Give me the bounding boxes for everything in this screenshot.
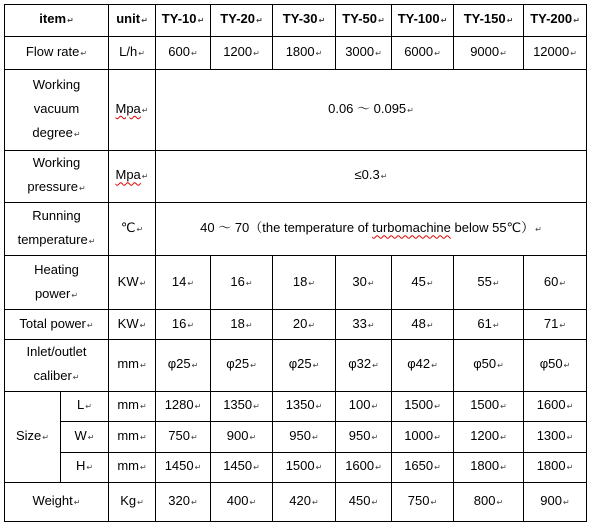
weight-label xyxy=(5,483,109,522)
paragraph-mark: ↵ xyxy=(377,16,385,26)
size-h-value xyxy=(211,452,273,483)
paragraph-mark: ↵ xyxy=(500,463,507,473)
header-model xyxy=(211,5,273,37)
spec-table-body xyxy=(5,5,587,522)
size-h-value-text: 1450 xyxy=(223,458,253,474)
flow-rate-value-text: 12000 xyxy=(533,43,570,59)
flow-rate-value xyxy=(392,36,454,70)
size-w-value-text: 750 xyxy=(168,427,190,443)
size-l-value xyxy=(273,391,336,422)
total-power-value xyxy=(336,310,392,340)
heating-power-value xyxy=(524,256,587,310)
paragraph-mark: ↵ xyxy=(139,432,147,442)
size-l-unit-text: mm xyxy=(117,397,139,413)
size-w-value xyxy=(211,422,273,453)
size-w-unit xyxy=(109,422,156,453)
paragraph-mark: ↵ xyxy=(315,48,323,58)
flow-rate-value-text: 600 xyxy=(168,43,190,59)
flow-rate-value-text: 1200 xyxy=(223,43,253,59)
paragraph-mark: ↵ xyxy=(434,463,441,473)
vacuum-label-line: degree xyxy=(32,124,73,140)
pressure-label-line: pressure xyxy=(27,179,78,195)
paragraph-mark: ↵ xyxy=(85,402,92,412)
paragraph-mark: ↵ xyxy=(500,432,507,442)
size-label-text: Size xyxy=(16,427,42,443)
total-power-value xyxy=(454,310,524,340)
paragraph-mark: ↵ xyxy=(375,48,382,58)
paragraph-mark: ↵ xyxy=(191,432,198,442)
size-l-value-text: 100 xyxy=(348,397,371,413)
size-l-value-text: 1500 xyxy=(404,397,434,413)
flow-rate-value-text: 1800 xyxy=(285,43,315,59)
vacuum-unit-text: Mpa xyxy=(115,100,141,116)
paragraph-mark: ↵ xyxy=(253,402,260,412)
total-power-value-text: 71 xyxy=(543,315,559,331)
paragraph-mark: ↵ xyxy=(431,361,438,371)
size-w-value xyxy=(392,422,454,453)
paragraph-mark: ↵ xyxy=(71,290,79,300)
total-power-value xyxy=(524,310,587,340)
heating-power-unit xyxy=(109,256,156,310)
paragraph-mark: ↵ xyxy=(88,237,96,247)
pressure-value-text: ≤0.3 xyxy=(354,167,380,183)
inlet-outlet-value xyxy=(156,339,211,391)
weight-unit-text: Kg xyxy=(120,493,137,509)
paragraph-mark: ↵ xyxy=(380,172,388,182)
spec-table xyxy=(4,4,587,522)
running-temp-label xyxy=(5,203,109,256)
paragraph-mark: ↵ xyxy=(253,48,260,58)
paragraph-mark: ↵ xyxy=(315,402,323,412)
paragraph-mark: ↵ xyxy=(312,498,319,508)
total-power-label-text: Total power xyxy=(19,315,86,331)
size-h-label xyxy=(61,452,109,483)
paragraph-mark: ↵ xyxy=(191,498,198,508)
inlet-outlet-value-text: φ50 xyxy=(473,356,497,372)
paragraph-mark: ↵ xyxy=(506,16,514,26)
size-h-value-text: 1800 xyxy=(470,458,500,474)
flow-rate-value xyxy=(454,36,524,70)
heating-power-value-text: 60 xyxy=(543,273,559,289)
paragraph-mark: ↵ xyxy=(78,184,86,194)
inlet-outlet-value xyxy=(524,339,587,391)
weight-value-text: 450 xyxy=(348,493,371,509)
flow-rate-value xyxy=(524,36,587,70)
size-w-label-text: W xyxy=(74,427,87,443)
size-h-row xyxy=(5,452,587,483)
running-temp-label-line: Running xyxy=(32,208,81,224)
total-power-value-text: 61 xyxy=(477,315,492,331)
weight-value xyxy=(211,483,273,522)
heating-power-value-text: 30 xyxy=(352,273,367,289)
size-h-value xyxy=(454,452,524,483)
paragraph-mark: ↵ xyxy=(194,463,202,473)
total-power-value-text: 48 xyxy=(411,315,426,331)
paragraph-mark: ↵ xyxy=(245,278,253,288)
running-temp-value-after: below 55℃） xyxy=(450,220,535,236)
size-w-value-text: 900 xyxy=(226,427,249,443)
paragraph-mark: ↵ xyxy=(371,402,379,412)
paragraph-mark: ↵ xyxy=(187,278,195,288)
inlet-outlet-value xyxy=(273,339,336,391)
pressure-unit xyxy=(109,150,156,203)
vacuum-value-text: 0.06 ～ 0.095 xyxy=(328,100,407,116)
paragraph-mark: ↵ xyxy=(312,361,320,371)
pressure-value xyxy=(156,150,587,203)
heating-power-value-text: 45 xyxy=(411,273,426,289)
flow-rate-value xyxy=(211,36,273,70)
vacuum-label-line: vacuum xyxy=(33,100,80,116)
header-model-text: TY-20 xyxy=(220,11,255,27)
paragraph-mark: ↵ xyxy=(559,278,567,288)
paragraph-mark: ↵ xyxy=(371,498,379,508)
size-w-value-text: 950 xyxy=(348,427,371,443)
flow-rate-unit xyxy=(109,36,156,70)
paragraph-mark: ↵ xyxy=(191,48,198,58)
running-temp-row xyxy=(5,203,587,256)
heating-power-value xyxy=(336,256,392,310)
paragraph-mark: ↵ xyxy=(426,278,434,288)
size-h-value-text: 1800 xyxy=(536,458,566,474)
size-l-value xyxy=(454,391,524,422)
size-l-value xyxy=(336,391,392,422)
total-power-row xyxy=(5,310,587,340)
weight-value xyxy=(273,483,336,522)
paragraph-mark: ↵ xyxy=(434,432,441,442)
paragraph-mark: ↵ xyxy=(440,16,448,26)
header-model-text: TY-150 xyxy=(463,11,506,27)
size-w-value xyxy=(156,422,211,453)
heating-power-value-text: 55 xyxy=(477,273,492,289)
size-h-value xyxy=(392,452,454,483)
paragraph-mark: ↵ xyxy=(42,432,49,442)
flow-rate-label xyxy=(5,36,109,70)
paragraph-mark: ↵ xyxy=(570,48,577,58)
heating-power-label xyxy=(5,256,109,310)
total-power-value-text: 20 xyxy=(292,315,308,331)
header-model-text: TY-100 xyxy=(397,11,440,27)
weight-value xyxy=(156,483,211,522)
size-w-value-text: 1000 xyxy=(404,427,434,443)
size-w-value-text: 1200 xyxy=(470,427,500,443)
paragraph-mark: ↵ xyxy=(139,361,147,371)
vacuum-unit xyxy=(109,70,156,150)
size-h-value-text: 1650 xyxy=(404,458,434,474)
total-power-value xyxy=(211,310,273,340)
paragraph-mark: ↵ xyxy=(434,48,441,58)
flow-rate-label-text: Flow rate xyxy=(25,43,80,59)
weight-value xyxy=(336,483,392,522)
weight-value-text: 320 xyxy=(168,493,190,509)
paragraph-mark: ↵ xyxy=(315,463,323,473)
weight-value xyxy=(392,483,454,522)
pressure-unit-text: Mpa xyxy=(115,167,141,183)
header-item-text: item xyxy=(39,11,67,27)
running-temp-label-line: temperature xyxy=(17,232,88,248)
size-l-value-text: 1500 xyxy=(470,397,500,413)
weight-row xyxy=(5,483,587,522)
inlet-outlet-unit-text: mm xyxy=(117,356,139,372)
flow-rate-value-text: 9000 xyxy=(470,43,500,59)
flow-rate-row xyxy=(5,36,587,70)
paragraph-mark: ↵ xyxy=(559,320,567,330)
inlet-outlet-value-text: φ25 xyxy=(226,356,250,372)
size-w-unit-text: mm xyxy=(117,427,139,443)
size-h-value xyxy=(336,452,392,483)
paragraph-mark: ↵ xyxy=(492,320,500,330)
heating-power-value-text: 18 xyxy=(292,273,308,289)
header-model xyxy=(336,5,392,37)
paragraph-mark: ↵ xyxy=(136,225,144,235)
heating-power-value xyxy=(211,256,273,310)
paragraph-mark: ↵ xyxy=(139,402,147,412)
size-h-value xyxy=(156,452,211,483)
weight-value xyxy=(454,483,524,522)
paragraph-mark: ↵ xyxy=(86,320,94,330)
size-l-row xyxy=(5,391,587,422)
heating-power-value-text: 14 xyxy=(171,273,187,289)
running-temp-value xyxy=(156,203,587,256)
inlet-outlet-value xyxy=(336,339,392,391)
running-temp-value-squiggle: turbomachine xyxy=(372,220,451,236)
paragraph-mark: ↵ xyxy=(72,373,80,383)
paragraph-mark: ↵ xyxy=(563,498,570,508)
size-h-unit xyxy=(109,452,156,483)
heating-power-label-line: Heating xyxy=(34,261,79,277)
size-w-value xyxy=(273,422,336,453)
paragraph-mark: ↵ xyxy=(312,432,319,442)
size-h-value-text: 1500 xyxy=(285,458,315,474)
header-model xyxy=(454,5,524,37)
paragraph-mark: ↵ xyxy=(500,402,507,412)
inlet-outlet-label-line: caliber xyxy=(33,368,72,384)
paragraph-mark: ↵ xyxy=(500,48,507,58)
paragraph-mark: ↵ xyxy=(318,16,326,26)
weight-value-text: 750 xyxy=(407,493,430,509)
inlet-outlet-value-text: φ25 xyxy=(167,356,191,372)
paragraph-mark: ↵ xyxy=(197,16,205,26)
paragraph-mark: ↵ xyxy=(137,498,144,508)
size-h-value xyxy=(524,452,587,483)
paragraph-mark: ↵ xyxy=(426,320,434,330)
heating-power-value xyxy=(392,256,454,310)
running-temp-unit xyxy=(109,203,156,256)
weight-value-text: 420 xyxy=(289,493,311,509)
header-model xyxy=(273,5,336,37)
flow-rate-value xyxy=(273,36,336,70)
paragraph-mark: ↵ xyxy=(566,432,574,442)
total-power-value-text: 18 xyxy=(230,315,245,331)
paragraph-mark: ↵ xyxy=(535,225,542,235)
flow-rate-value-text: 6000 xyxy=(404,43,434,59)
size-l-value xyxy=(156,391,211,422)
flow-rate-value-text: 3000 xyxy=(345,43,375,59)
header-unit-text: unit xyxy=(116,11,141,27)
size-l-label xyxy=(61,391,109,422)
size-l-value-text: 1600 xyxy=(536,397,566,413)
paragraph-mark: ↵ xyxy=(139,278,147,288)
flow-rate-value xyxy=(156,36,211,70)
header-model xyxy=(392,5,454,37)
size-h-value xyxy=(273,452,336,483)
weight-value-text: 800 xyxy=(473,493,496,509)
total-power-unit xyxy=(109,310,156,340)
inlet-outlet-value-text: φ25 xyxy=(288,356,312,372)
header-unit xyxy=(109,5,156,37)
size-l-value-text: 1350 xyxy=(223,397,253,413)
total-power-value-text: 33 xyxy=(352,315,367,331)
paragraph-mark: ↵ xyxy=(308,320,316,330)
weight-unit xyxy=(109,483,156,522)
size-l-value-text: 1350 xyxy=(285,397,315,413)
paragraph-mark: ↵ xyxy=(73,498,81,508)
size-l-value xyxy=(392,391,454,422)
paragraph-mark: ↵ xyxy=(497,361,504,371)
paragraph-mark: ↵ xyxy=(566,402,574,412)
pressure-label-line: Working xyxy=(32,155,81,171)
size-h-label-text: H xyxy=(75,458,86,474)
inlet-outlet-row xyxy=(5,339,587,391)
paragraph-mark: ↵ xyxy=(566,463,574,473)
paragraph-mark: ↵ xyxy=(141,172,149,182)
heating-power-value-text: 16 xyxy=(230,273,245,289)
size-w-row xyxy=(5,422,587,453)
vacuum-value xyxy=(156,70,587,150)
paragraph-mark: ↵ xyxy=(87,432,95,442)
header-model-text: TY-200 xyxy=(530,11,573,27)
total-power-value-text: 16 xyxy=(171,315,187,331)
paragraph-mark: ↵ xyxy=(372,361,379,371)
paragraph-mark: ↵ xyxy=(141,16,148,26)
paragraph-mark: ↵ xyxy=(371,432,379,442)
paragraph-mark: ↵ xyxy=(245,320,253,330)
paragraph-mark: ↵ xyxy=(67,16,74,26)
paragraph-mark: ↵ xyxy=(139,320,147,330)
paragraph-mark: ↵ xyxy=(80,48,88,58)
size-w-value-text: 950 xyxy=(289,427,311,443)
paragraph-mark: ↵ xyxy=(308,278,316,288)
paragraph-mark: ↵ xyxy=(573,16,580,26)
size-h-value-text: 1600 xyxy=(345,458,375,474)
paragraph-mark: ↵ xyxy=(73,129,81,139)
size-h-value-text: 1450 xyxy=(164,458,194,474)
flow-rate-unit-text: L/h xyxy=(119,43,138,59)
size-l-unit xyxy=(109,391,156,422)
size-label xyxy=(5,391,61,483)
paragraph-mark: ↵ xyxy=(563,361,571,371)
paragraph-mark: ↵ xyxy=(253,463,260,473)
total-power-value xyxy=(273,310,336,340)
size-l-value xyxy=(211,391,273,422)
heating-power-row xyxy=(5,256,587,310)
size-l-value-text: 1280 xyxy=(164,397,194,413)
paragraph-mark: ↵ xyxy=(141,105,149,115)
paragraph-mark: ↵ xyxy=(194,402,202,412)
paragraph-mark: ↵ xyxy=(249,432,257,442)
size-w-value xyxy=(524,422,587,453)
vacuum-label xyxy=(5,70,109,150)
weight-label-text: Weight xyxy=(32,493,73,509)
heating-power-value xyxy=(273,256,336,310)
paragraph-mark: ↵ xyxy=(86,463,94,473)
paragraph-mark: ↵ xyxy=(375,463,382,473)
heating-power-unit-text: KW xyxy=(117,273,139,289)
vacuum-row xyxy=(5,70,587,150)
running-temp-unit-text: ℃ xyxy=(120,220,136,236)
total-power-value xyxy=(156,310,211,340)
size-w-value xyxy=(336,422,392,453)
paragraph-mark: ↵ xyxy=(434,402,441,412)
flow-rate-value xyxy=(336,36,392,70)
heating-power-value xyxy=(454,256,524,310)
inlet-outlet-value-text: φ32 xyxy=(348,356,372,372)
header-model xyxy=(156,5,211,37)
header-model-text: TY-50 xyxy=(342,11,377,27)
header-row xyxy=(5,5,587,37)
weight-value xyxy=(524,483,587,522)
paragraph-mark: ↵ xyxy=(492,278,500,288)
header-model xyxy=(524,5,587,37)
paragraph-mark: ↵ xyxy=(187,320,195,330)
pressure-label xyxy=(5,150,109,203)
paragraph-mark: ↵ xyxy=(249,498,257,508)
inlet-outlet-value xyxy=(454,339,524,391)
header-model-text: TY-30 xyxy=(282,11,318,27)
paragraph-mark: ↵ xyxy=(138,48,145,58)
total-power-label xyxy=(5,310,109,340)
size-w-value-text: 1300 xyxy=(536,427,566,443)
heating-power-label-line: power xyxy=(34,285,71,301)
paragraph-mark: ↵ xyxy=(367,278,375,288)
size-w-label xyxy=(61,422,109,453)
running-temp-value-before: 40 ～ 70（the temperature of xyxy=(200,220,373,236)
inlet-outlet-unit xyxy=(109,339,156,391)
paragraph-mark: ↵ xyxy=(255,16,263,26)
size-l-value xyxy=(524,391,587,422)
pressure-row xyxy=(5,150,587,203)
paragraph-mark: ↵ xyxy=(139,463,147,473)
size-h-unit-text: mm xyxy=(117,458,139,474)
paragraph-mark: ↵ xyxy=(496,498,504,508)
paragraph-mark: ↵ xyxy=(250,361,257,371)
weight-value-text: 900 xyxy=(540,493,562,509)
paragraph-mark: ↵ xyxy=(191,361,199,371)
header-item xyxy=(5,5,109,37)
size-l-label-text: L xyxy=(77,397,85,413)
inlet-outlet-label xyxy=(5,339,109,391)
weight-value-text: 400 xyxy=(226,493,249,509)
paragraph-mark: ↵ xyxy=(407,105,414,115)
inlet-outlet-value xyxy=(211,339,273,391)
inlet-outlet-value-text: φ50 xyxy=(539,356,563,372)
size-w-value xyxy=(454,422,524,453)
total-power-unit-text: KW xyxy=(117,315,139,331)
inlet-outlet-value xyxy=(392,339,454,391)
total-power-value xyxy=(392,310,454,340)
inlet-outlet-label-line: Inlet/outlet xyxy=(26,344,87,360)
paragraph-mark: ↵ xyxy=(367,320,375,330)
header-model-text: TY-10 xyxy=(161,11,197,27)
paragraph-mark: ↵ xyxy=(430,498,438,508)
heating-power-value xyxy=(156,256,211,310)
inlet-outlet-value-text: φ42 xyxy=(407,356,431,372)
vacuum-label-line: Working xyxy=(32,76,81,92)
